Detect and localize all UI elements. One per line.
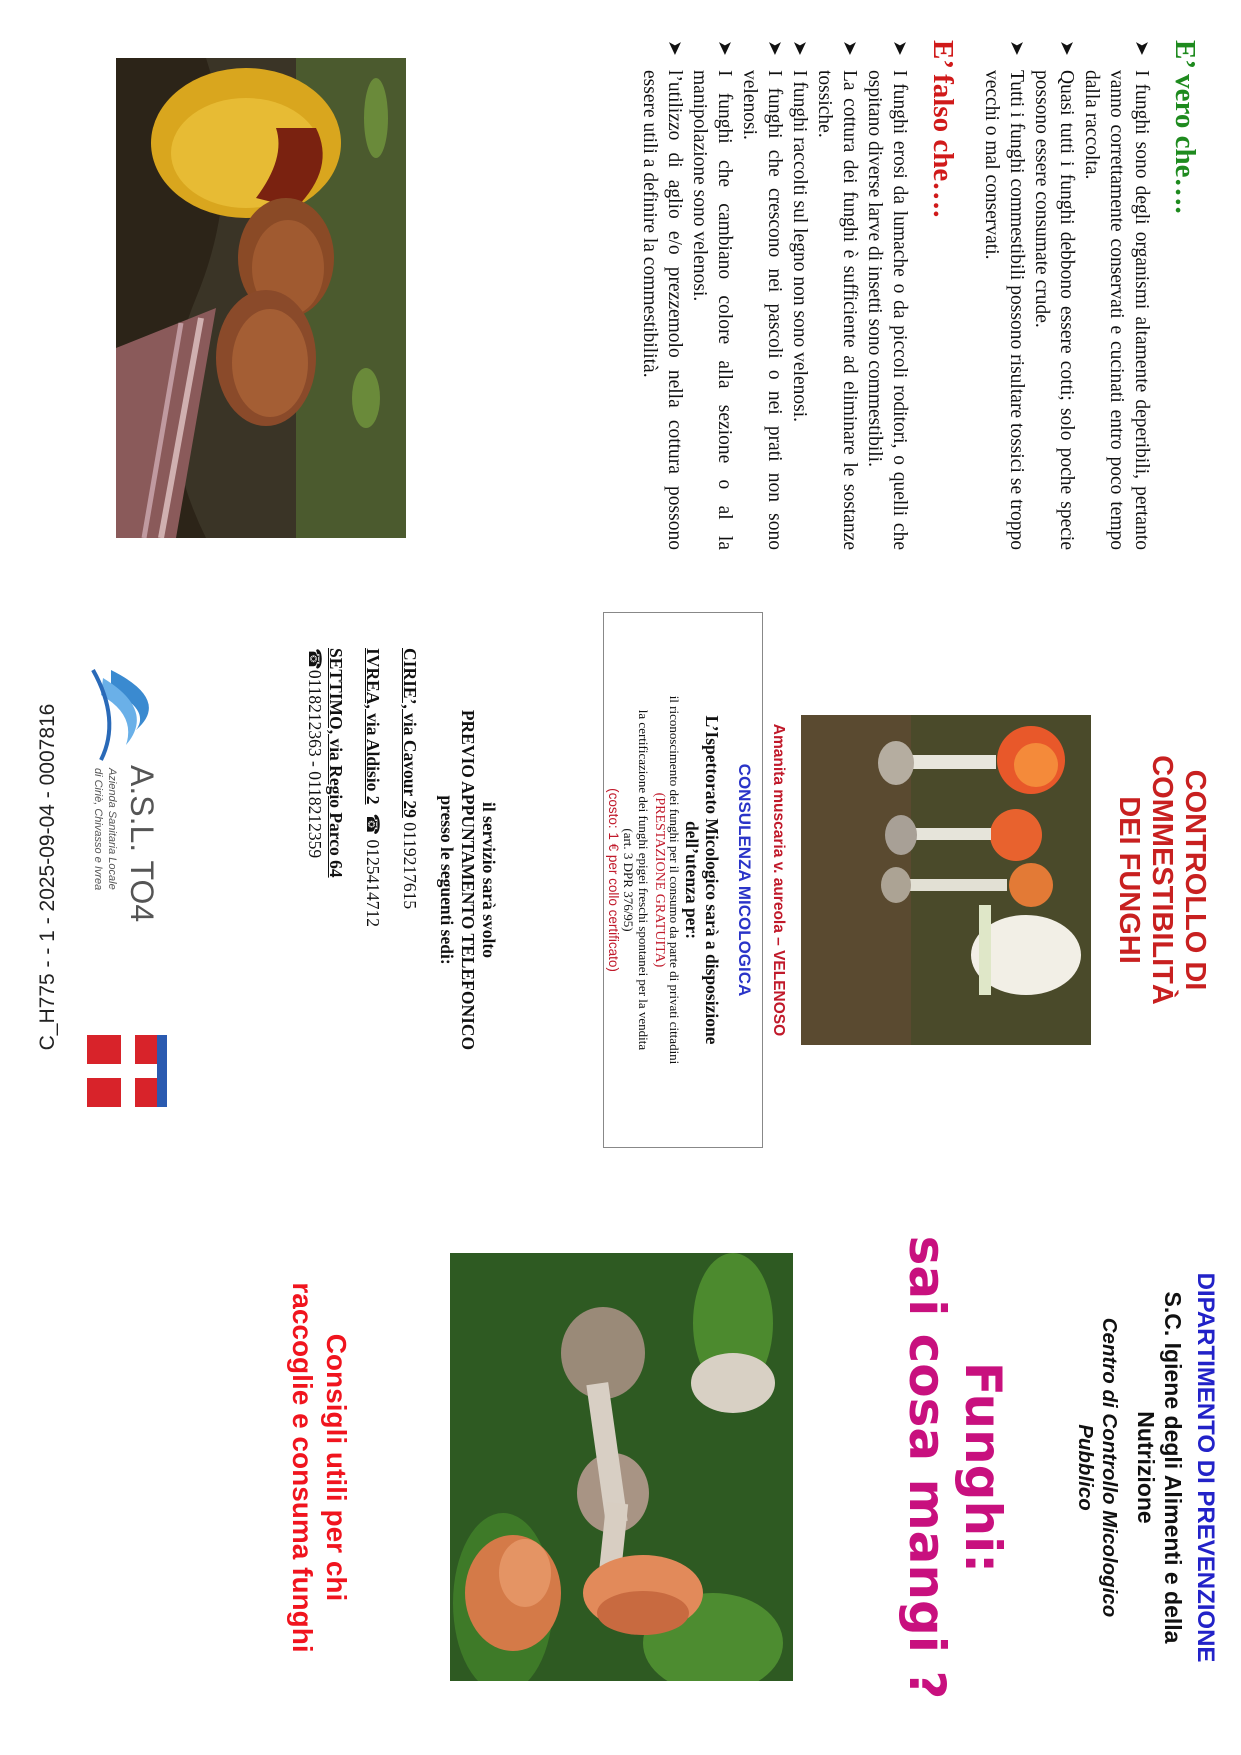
checkmark-arrowhead-icon: ➤ xyxy=(664,40,686,56)
mushroom-photo-amanita xyxy=(801,715,1091,1045)
logos-row xyxy=(71,650,181,1130)
telephone-icon: ☎ xyxy=(363,813,383,836)
asl-logo xyxy=(71,650,181,1130)
checkmark-arrowhead-icon: ➤ xyxy=(1131,40,1153,56)
piemonte-shield-icon xyxy=(87,1035,167,1107)
document-stamp: C_H775 - - 1 - 2025-09-04 - 0007816 xyxy=(36,703,59,1051)
box-item-certification: la certificazione dei funghi epigei freschi spontanei per la vendita xyxy=(636,709,651,1051)
true-heading: E’ vero che…. xyxy=(1169,40,1201,214)
checkmark-arrowhead-icon: ➤ xyxy=(789,40,811,56)
svg-text:Azienda Sanitaria Locale: Azienda Sanitaria Locale xyxy=(106,768,118,890)
list-item: ➤ La cottura dei funghi è sufficiente ad eliminare le sostanze tossiche. xyxy=(814,40,861,550)
box-item-recognition: il riconoscimento dei funghi per il consumo da parte di privati cittadini xyxy=(667,695,682,1065)
box-heading: CONSULENZA MICOLOGICA xyxy=(735,763,754,997)
telephone-icon: ☎ xyxy=(305,648,325,670)
checkmark-arrowhead-icon: ➤ xyxy=(1056,40,1078,56)
box-lead: L’Ispettorato Micologico sarà a disposizione dell’utenza per: xyxy=(682,715,722,1045)
list-item: ➤ I funghi che crescono nei pascoli o nei prati non sono velenosi. xyxy=(739,40,786,550)
list-item: ➤ l’utilizzo di aglio e/o prezzemolo nella cottura possono essere utili a definire la commestibilità. xyxy=(639,40,686,550)
service-info: il servizio sarà svolto PREVIO APPUNTAMENTO TELEFONICO presso le seguenti sedi: CIRIE’, via Cavour 29 0119217615 IVREA, via Aldisio 2 ☎ 0125414712 SETTIMO, via Regio Parco 64 ☎0118212363 - 0118212359 xyxy=(304,612,499,1148)
list-item: ➤ Tutti i funghi commestibili possono risultare tossici se troppo vecchi o mal conservati. xyxy=(981,40,1028,550)
checkmark-arrowhead-icon: ➤ xyxy=(1006,40,1028,56)
true-list xyxy=(979,40,1154,550)
photo-caption: Amanita muscaria v. aureola – VELENOSO xyxy=(770,723,787,1037)
checkmark-arrowhead-icon: ➤ xyxy=(889,40,911,56)
mushroom-photo-cortinarius xyxy=(450,1253,793,1681)
center-title: Centro di Controllo Micologico Pubblico xyxy=(1074,1317,1121,1618)
false-heading: E’ falso che…. xyxy=(927,40,959,218)
main-headline: Funghi: sai cosa mangi ? xyxy=(898,1235,1012,1700)
checkmark-arrowhead-icon: ➤ xyxy=(839,40,861,56)
checkmark-arrowhead-icon: ➤ xyxy=(714,40,736,56)
box-item-certification-ref: (art. 3 DPR 376/95) xyxy=(621,828,636,932)
false-list xyxy=(637,40,912,550)
list-item: ➤ I funghi che cambiano colore alla sezione o al la manipolazione sono velenosi. xyxy=(689,40,736,550)
box-item-certification-note: (costo: 1 € per collo certificato) xyxy=(606,788,621,972)
list-item: ➤ Quasi tutti i funghi debbono essere cotti; solo poche specie possono essere consumate crude. xyxy=(1031,40,1078,550)
mushroom-photo-boletes xyxy=(116,58,406,538)
list-item: ➤ I funghi sono degli organismi altamente deperibili, pertanto vanno correttamente conservati e cucinati entro poco tempo dalla raccolta. xyxy=(1081,40,1153,550)
site-settimo: SETTIMO, via Regio Parco 64 ☎0118212363 - 0118212359 xyxy=(305,648,346,878)
site-ivrea: IVREA, via Aldisio 2 ☎ 0125414712 xyxy=(363,648,383,927)
list-item: ➤ I funghi erosi da lumache o da piccoli roditori, o quelli che ospitano diverse larve di insetti sono commestibili. xyxy=(864,40,911,550)
department-title: DIPARTIMENTO DI PREVENZIONE xyxy=(1192,1272,1219,1663)
svg-text:di Ciriè, Chivasso e Ivrea: di Ciriè, Chivasso e Ivrea xyxy=(92,768,104,891)
svg-text:A.S.L. TO4: A.S.L. TO4 xyxy=(124,765,160,923)
site-cirie: CIRIE’, via Cavour 29 0119217615 xyxy=(400,648,420,910)
tagline: Consigli utili per chi raccoglie e consuma funghi xyxy=(287,1282,352,1653)
panel-title: CONTROLLO DI COMMESTIBILITÀ DEI FUNGHI xyxy=(1113,755,1211,1005)
unit-title: S.C. Igiene degli Alimenti e della Nutrizione xyxy=(1133,1291,1186,1644)
checkmark-arrowhead-icon: ➤ xyxy=(764,40,786,56)
consulting-box xyxy=(603,612,763,1148)
list-item: ➤ I funghi raccolti sul legno non sono velenosi. xyxy=(789,40,811,423)
box-item-recognition-note: (PRESTAZIONE GRATUITA) xyxy=(652,792,667,968)
